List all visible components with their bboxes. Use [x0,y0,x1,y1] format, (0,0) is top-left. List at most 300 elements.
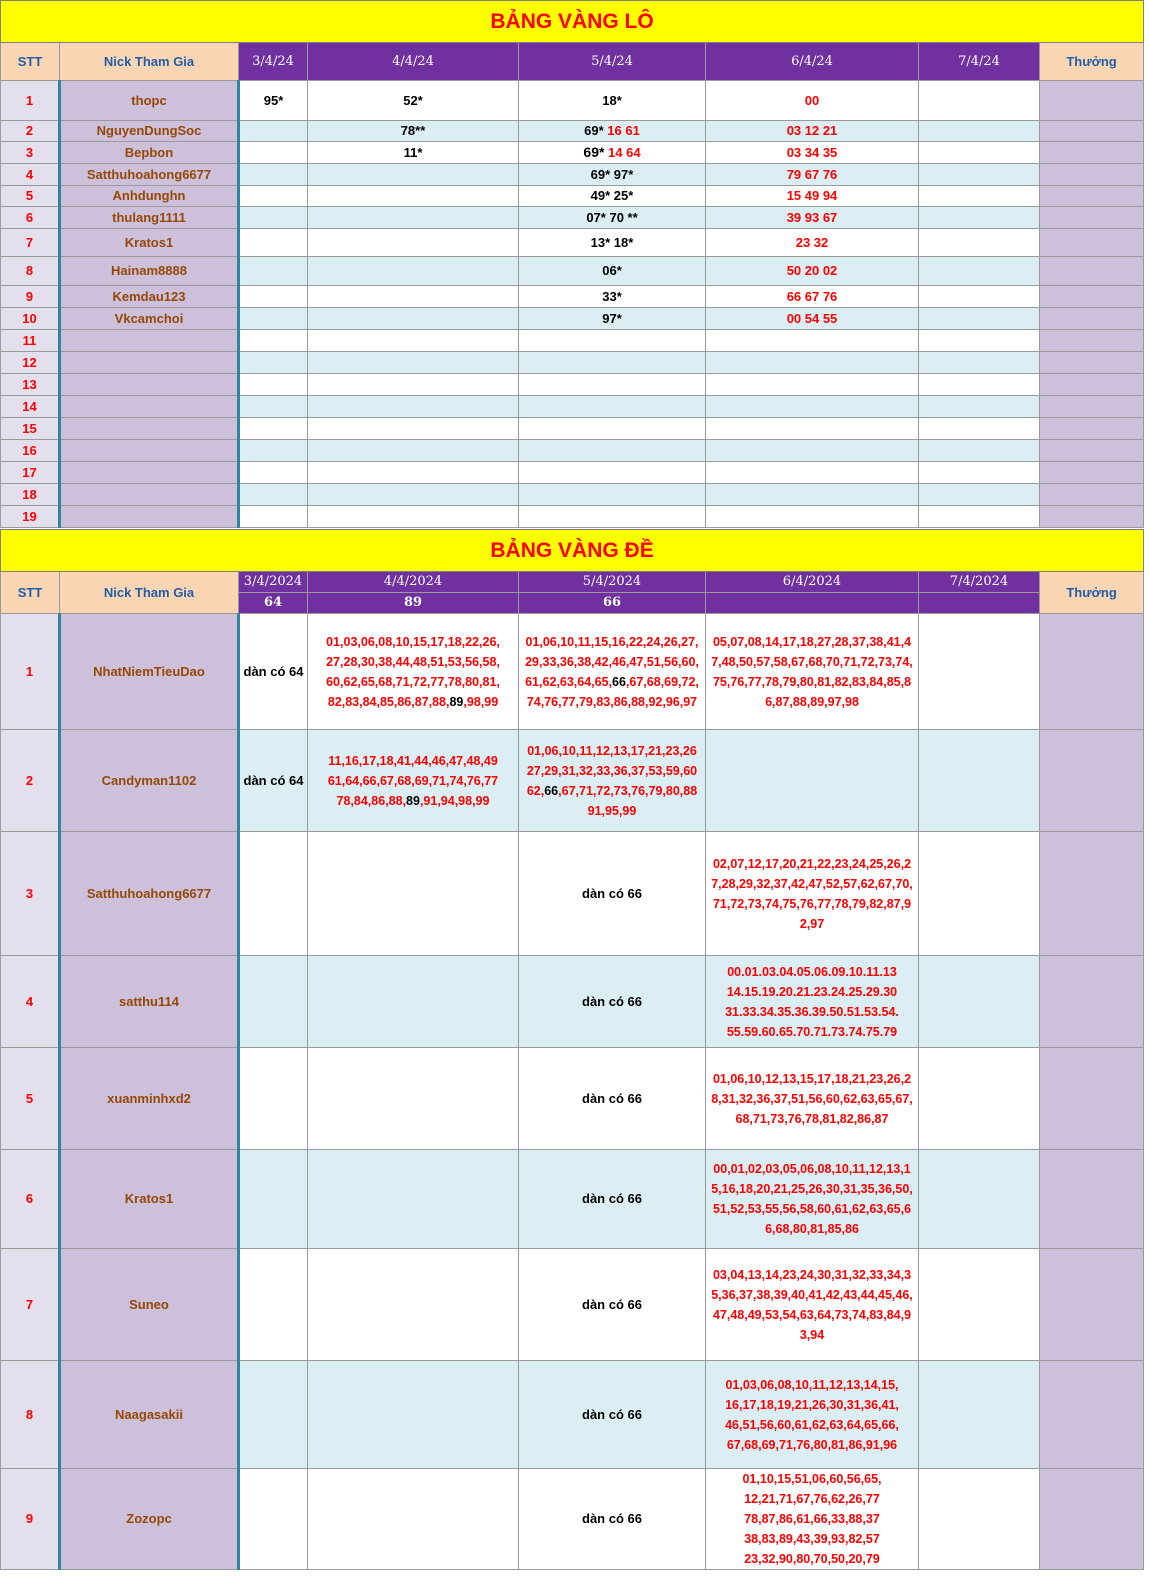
row-stt: 10 [1,308,60,330]
cell-day-2 [308,286,519,308]
cell-day-3: dàn có 66 [519,1469,706,1570]
lo-header-prize: Thưởng [1040,43,1144,81]
lo-row [1,418,1144,440]
cell-day-4: 03 12 21 [706,121,919,142]
cell-day-4 [706,484,919,506]
row-prize [1040,1469,1144,1570]
de-result-3: 66 [519,593,706,614]
cell-day-2: 78** [308,121,519,142]
cell-day-5 [919,308,1040,330]
de-row [1,614,1144,730]
row-prize [1040,1048,1144,1150]
row-prize [1040,418,1144,440]
cell-day-2 [308,257,519,286]
row-prize [1040,286,1144,308]
lo-row [1,286,1144,308]
number-list-line: 05,07,08,14,17,18,27,28,37,38,41,4 [712,634,912,649]
cell-day-3: dàn có 66 [519,1048,706,1150]
row-prize [1040,730,1144,832]
cell-day-1 [239,186,308,207]
cell-day-4 [706,462,919,484]
cell-day-2 [308,308,519,330]
row-prize [1040,186,1144,207]
extra-picks: 16 61 [603,123,640,138]
cell-day-2 [308,1150,519,1249]
cell-day-4 [706,614,919,730]
row-nick: satthu114 [60,956,239,1048]
cell-day-4: 66 67 76 [706,286,919,308]
row-nick: Naagasakii [60,1361,239,1469]
cell-day-3 [519,164,706,186]
row-stt: 15 [1,418,60,440]
de-date-5: 7/4/2024 [919,572,1040,593]
cell-day-1 [239,330,308,352]
cell-day-2 [308,374,519,396]
row-stt: 1 [1,614,60,730]
cell-day-5 [919,374,1040,396]
lo-row [1,207,1144,229]
row-stt: 5 [1,1048,60,1150]
cell-day-2: 52* [308,81,519,121]
row-stt: 11 [1,330,60,352]
lo-row [1,330,1144,352]
cell-day-5 [919,396,1040,418]
cell-day-1 [239,1150,308,1249]
star-picks: 49* 25* [590,188,634,203]
cell-day-1 [239,832,308,956]
cell-day-2 [308,164,519,186]
cell-day-1 [239,352,308,374]
cell-day-5 [919,81,1040,121]
number-list-line: 31.33.34.35.36.39.50.51.53.54. [725,1004,899,1019]
de-row [1,1150,1144,1249]
cell-day-1 [239,418,308,440]
cell-day-3: dàn có 66 [519,1249,706,1361]
cell-day-3 [519,142,706,164]
de-result-4 [706,593,919,614]
cell-day-5 [919,330,1040,352]
row-stt: 1 [1,81,60,121]
row-prize [1040,462,1144,484]
cell-day-2 [308,1249,519,1361]
cell-day-3 [519,229,706,257]
cell-day-2 [308,1469,519,1570]
de-date-2: 4/4/2024 [308,572,519,593]
cell-day-1: dàn có 64 [239,614,308,730]
cell-day-5 [919,506,1040,528]
cell-day-1 [239,164,308,186]
cell-day-1 [239,1249,308,1361]
de-title: BẢNG VÀNG ĐỀ [1,530,1144,572]
row-stt: 12 [1,352,60,374]
cell-day-4 [706,832,919,956]
winning-number: 66 [544,783,559,798]
lo-date-4: 6/4/24 [706,43,919,81]
de-date-3: 5/4/2024 [519,572,706,593]
lo-row [1,352,1144,374]
row-stt: 13 [1,374,60,396]
cell-day-2 [308,330,519,352]
row-nick: Suneo [60,1249,239,1361]
cell-day-2 [308,1361,519,1469]
de-row [1,1361,1144,1469]
number-list-line: 01,03,06,08,10,15,17,18,22,26, [326,634,500,649]
cell-day-2 [308,730,519,832]
cell-day-4: 23 32 [706,229,919,257]
cell-day-2 [308,956,519,1048]
cell-day-4: 79 67 76 [706,164,919,186]
row-nick [60,352,239,374]
row-nick: Kemdau123 [60,286,239,308]
row-nick [60,330,239,352]
number-list-line: 01,03,06,08,10,11,12,13,14,15, [725,1377,899,1392]
cell-day-3 [519,462,706,484]
number-list-line: 78,87,86,61,66,33,88,37 [744,1512,880,1526]
star-picks: 69* [583,144,605,160]
cell-day-5 [919,418,1040,440]
row-prize [1040,308,1144,330]
cell-day-1 [239,257,308,286]
cell-day-5 [919,229,1040,257]
row-nick [60,396,239,418]
row-stt: 19 [1,506,60,528]
number-list-line: 8,31,32,36,37,51,56,60,62,63,65,67, [711,1091,913,1106]
lo-row [1,396,1144,418]
row-nick: NguyenDungSoc [60,121,239,142]
number-list-line: 03,04,13,14,23,24,30,31,32,33,34,3 [712,1267,912,1282]
cell-day-5 [919,1150,1040,1249]
number-list-line: 91,95,99 [587,803,637,818]
cell-day-1 [239,1361,308,1469]
number-list-line: 82,83,84,85,86,87,88, [327,694,450,709]
row-prize [1040,506,1144,528]
lo-header-nick: Nick Tham Gia [60,43,239,81]
row-stt: 7 [1,1249,60,1361]
row-prize [1040,1361,1144,1469]
winning-number: 89 [449,694,464,709]
number-list-line: 38,83,89,43,39,93,82,57 [744,1532,880,1546]
de-row [1,956,1144,1048]
cell-day-1 [239,956,308,1048]
row-stt: 7 [1,229,60,257]
number-list-line: 46,51,56,60,61,62,63,64,65,66, [725,1417,899,1432]
cell-day-2 [308,396,519,418]
cell-day-3 [519,730,706,832]
row-nick: Hainam8888 [60,257,239,286]
row-prize [1040,207,1144,229]
cell-day-5 [919,832,1040,956]
number-list-line: 2,97 [799,916,825,931]
lo-header-stt: STT [1,43,60,81]
de-header-prize: Thưởng [1040,572,1144,614]
number-list-line: ,67,71,72,73,76,79,80,88 [558,783,698,798]
cell-day-2 [308,462,519,484]
number-list-line: 14.15.19.20.21.23.24.25.29.30 [726,984,898,999]
lo-row [1,440,1144,462]
row-stt: 8 [1,257,60,286]
cell-day-3 [519,81,706,121]
cell-day-3 [519,440,706,462]
row-nick: thulang1111 [60,207,239,229]
row-stt: 16 [1,440,60,462]
cell-day-5 [919,614,1040,730]
row-nick: Kratos1 [60,1150,239,1249]
cell-day-4: 00 [706,81,919,121]
de-header-nick: Nick Tham Gia [60,572,239,614]
lo-row [1,142,1144,164]
cell-day-2 [308,1048,519,1150]
cell-day-2 [308,506,519,528]
cell-day-5 [919,352,1040,374]
number-list-line: 5,36,37,38,39,40,41,42,43,44,45,46, [711,1287,913,1302]
cell-day-4 [706,330,919,352]
cell-day-4: 15 49 94 [706,186,919,207]
cell-day-3 [519,186,706,207]
cell-day-1 [239,207,308,229]
lo-date-3: 5/4/24 [519,43,706,81]
cell-day-3 [519,207,706,229]
de-table [0,529,1144,1570]
cell-day-4: 03 34 35 [706,142,919,164]
cell-day-3: dàn có 66 [519,1150,706,1249]
star-picks: 97* [602,310,622,326]
cell-day-3: dàn có 66 [519,1361,706,1469]
number-list-line: 00.01.03.04.05.06.09.10.11.13 [727,964,897,979]
cell-day-3 [519,121,706,142]
lo-row [1,229,1144,257]
number-list-line: 71,72,73,74,75,76,77,78,79,82,87,9 [712,896,912,911]
cell-day-5 [919,207,1040,229]
row-prize [1040,396,1144,418]
row-prize [1040,374,1144,396]
number-list-line: 00,01,02,03,05,06,08,10,11,12,13,1 [713,1162,911,1176]
lo-row [1,462,1144,484]
row-prize [1040,614,1144,730]
star-picks: 18* [602,92,622,108]
cell-day-1 [239,484,308,506]
cell-day-4 [706,1048,919,1150]
number-list-line: 23,32,90,80,70,50,20,79 [744,1552,880,1566]
number-list-line: ,98,99 [463,694,499,709]
cell-day-1 [239,440,308,462]
number-list-line: 27,29,31,32,33,36,37,53,59,60 [526,763,698,778]
number-list-line: 12,21,71,67,76,62,26,77 [744,1492,880,1506]
lo-row [1,374,1144,396]
cell-day-4 [706,418,919,440]
star-picks: 06* [602,263,622,278]
row-prize [1040,956,1144,1048]
cell-day-2 [308,832,519,956]
de-row [1,730,1144,832]
number-list-line: 02,07,12,17,20,21,22,23,24,25,26,2 [712,856,912,871]
cell-day-4 [706,352,919,374]
de-result-5 [919,593,1040,614]
cell-day-1 [239,229,308,257]
cell-day-1 [239,1048,308,1150]
lo-row [1,506,1144,528]
cell-day-5 [919,956,1040,1048]
lo-date-2: 4/4/24 [308,43,519,81]
cell-day-3 [519,330,706,352]
number-list-line: 67,68,69,71,76,80,81,86,91,96 [726,1437,898,1452]
cell-day-5 [919,440,1040,462]
row-stt: 6 [1,1150,60,1249]
cell-day-2 [308,229,519,257]
number-list-line: 01,06,10,12,13,15,17,18,21,23,26,2 [712,1071,912,1086]
cell-day-4: 39 93 67 [706,207,919,229]
de-date-4: 6/4/2024 [706,572,919,593]
winning-number: 66 [612,674,626,689]
cell-day-3: dàn có 66 [519,956,706,1048]
row-stt: 3 [1,832,60,956]
cell-day-3 [519,374,706,396]
de-row [1,1249,1144,1361]
row-prize [1040,81,1144,121]
de-header-stt: STT [1,572,60,614]
cell-day-5 [919,1048,1040,1150]
cell-day-1 [239,286,308,308]
lo-date-5: 7/4/24 [919,43,1040,81]
cell-day-2 [308,484,519,506]
cell-day-5 [919,730,1040,832]
de-row [1,1048,1144,1150]
row-stt: 4 [1,956,60,1048]
cell-day-5 [919,484,1040,506]
cell-day-5 [919,462,1040,484]
row-nick [60,506,239,528]
cell-day-5 [919,257,1040,286]
cell-day-3 [519,396,706,418]
cell-day-1: dàn có 64 [239,730,308,832]
row-nick: Satthuhoahong6677 [60,164,239,186]
cell-day-5 [919,186,1040,207]
row-nick: Satthuhoahong6677 [60,832,239,956]
star-picks: 13* 18* [590,234,634,250]
row-stt: 6 [1,207,60,229]
lo-table [0,0,1144,528]
lo-row [1,308,1144,330]
row-prize [1040,164,1144,186]
de-result-1: 64 [239,593,308,614]
cell-day-3: dàn có 66 [519,832,706,956]
row-nick [60,374,239,396]
row-nick: Kratos1 [60,229,239,257]
row-stt: 9 [1,1469,60,1570]
cell-day-1 [239,374,308,396]
lo-row [1,186,1144,207]
cell-day-4 [706,1469,919,1570]
lo-row [1,484,1144,506]
row-prize [1040,1150,1144,1249]
row-prize [1040,1249,1144,1361]
row-prize [1040,142,1144,164]
lo-date-1: 3/4/24 [239,43,308,81]
number-list-line: 68,71,73,76,78,81,82,86,87 [735,1111,889,1126]
number-list-line: ,67,68,69,72, [625,674,699,689]
lo-row [1,121,1144,142]
number-list-line: 11,16,17,18,41,44,46,47,48,49 [328,753,498,768]
number-list-line: 47,48,49,53,54,63,64,73,74,83,84,9 [712,1307,912,1322]
row-stt: 17 [1,462,60,484]
cell-day-3 [519,614,706,730]
row-prize [1040,352,1144,374]
number-list-line: 3,94 [799,1327,825,1342]
star-picks: 33* [602,288,622,304]
row-nick [60,484,239,506]
cell-day-4: 50 20 02 [706,257,919,286]
number-list-line: 5,16,18,20,21,25,26,30,31,35,36,50, [711,1182,913,1196]
cell-day-2 [308,186,519,207]
de-row [1,832,1144,956]
row-nick [60,418,239,440]
cell-day-4: 00 54 55 [706,308,919,330]
number-list-line: 55.59.60.65.70.71.73.74.75.79 [726,1024,898,1039]
row-nick: Bepbon [60,142,239,164]
cell-day-1 [239,396,308,418]
cell-day-1 [239,506,308,528]
cell-day-3 [519,286,706,308]
cell-day-1 [239,308,308,330]
cell-day-4 [706,1361,919,1469]
de-date-1: 3/4/2024 [239,572,308,593]
winning-number: 89 [406,793,420,808]
row-stt: 4 [1,164,60,186]
number-list-line: 6,68,80,81,85,86 [765,1222,859,1236]
star-picks: 69* [584,123,604,138]
number-list-line: 74,76,77,79,83,86,88,92,96,97 [526,694,698,709]
star-picks: 07* 70 ** [586,209,638,225]
number-list-line: 78,84,86,88, [336,793,407,808]
cell-day-1 [239,142,308,164]
number-list-line: 01,06,10,11,15,16,22,24,26,27, [525,634,699,649]
row-stt: 5 [1,186,60,207]
cell-day-3 [519,506,706,528]
lo-row [1,81,1144,121]
lo-row [1,257,1144,286]
cell-day-4 [706,396,919,418]
row-prize [1040,440,1144,462]
cell-day-4 [706,374,919,396]
cell-day-5 [919,1249,1040,1361]
row-prize [1040,330,1144,352]
row-stt: 18 [1,484,60,506]
row-nick: Vkcamchoi [60,308,239,330]
cell-day-1 [239,1469,308,1570]
cell-day-2 [308,207,519,229]
row-stt: 14 [1,396,60,418]
cell-day-1: 95* [239,81,308,121]
cell-day-4 [706,440,919,462]
row-prize [1040,832,1144,956]
row-stt: 9 [1,286,60,308]
number-list-line: 7,48,50,57,58,67,68,70,71,72,73,74, [711,654,913,669]
row-prize [1040,484,1144,506]
row-nick: thopc [60,81,239,121]
cell-day-4 [706,506,919,528]
number-list-line: 16,17,18,19,21,26,30,31,36,41, [725,1397,899,1412]
cell-day-3 [519,484,706,506]
cell-day-5 [919,121,1040,142]
row-prize [1040,121,1144,142]
cell-day-1 [239,121,308,142]
cell-day-4 [706,1150,919,1249]
cell-day-3 [519,257,706,286]
row-stt: 3 [1,142,60,164]
row-stt: 8 [1,1361,60,1469]
de-row [1,1469,1144,1570]
cell-day-2 [308,352,519,374]
cell-day-3 [519,352,706,374]
